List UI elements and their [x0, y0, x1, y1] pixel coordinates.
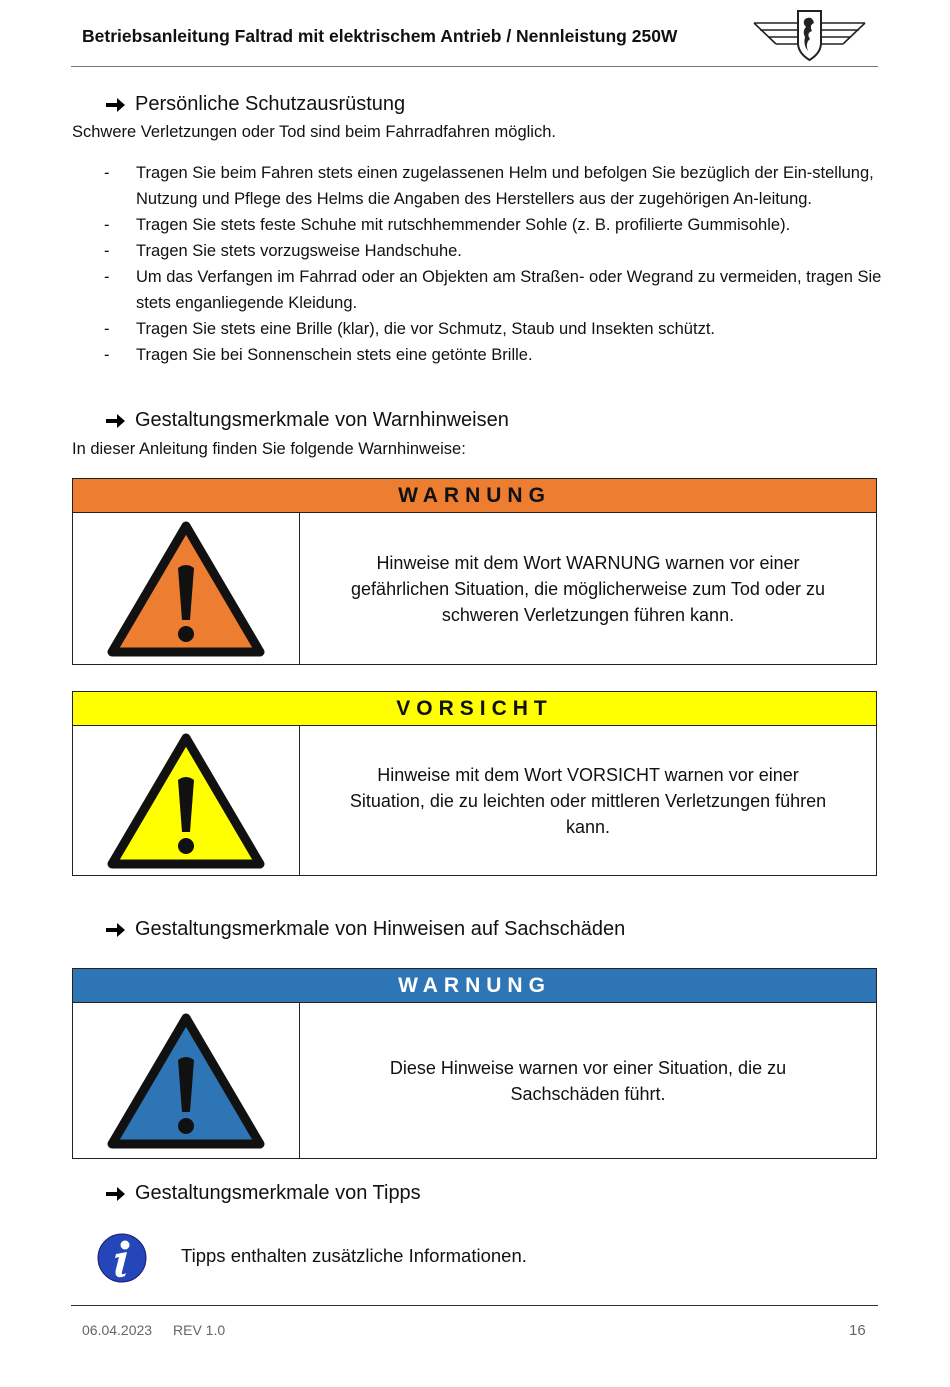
list-dash: -: [104, 164, 110, 182]
list-dash: -: [104, 320, 110, 338]
list-item: - Tragen Sie beim Fahren stets einen zugelassenen Helm und befolgen Sie bezüglich der Ein-stellung, Nutzung und Pflege des Helms die Angaben des Herstellers aus der zugehörigen An-leitung.: [72, 160, 882, 212]
list-item: - Tragen Sie stets vorzugsweise Handschuhe.: [72, 238, 882, 264]
warning-box-text: Hinweise mit dem Wort WARNUNG warnen vor einer gefährlichen Situation, die möglicherweise zum Tod oder zu schweren Verletzungen führen kann.: [351, 553, 825, 625]
list-item: - Tragen Sie stets eine Brille (klar), die vor Schmutz, Staub und Insekten schützt.: [72, 316, 882, 342]
warning-box-danger: [72, 478, 877, 665]
warning-triangle-yellow-icon: [104, 730, 268, 872]
footer-date: 06.04.2023: [82, 1322, 153, 1338]
warning-box-title: VORSICHT: [73, 692, 876, 726]
section-heading-text: Gestaltungsmerkmale von Tipps: [135, 1182, 421, 1204]
info-icon: [96, 1232, 148, 1284]
warning-triangle-blue-icon: [104, 1010, 268, 1152]
list-dash: -: [104, 216, 110, 234]
arrow-right-icon: [106, 413, 126, 429]
section-heading-text: Gestaltungsmerkmale von Hinweisen auf Sachschäden: [135, 918, 626, 940]
section-intro: In dieser Anleitung finden Sie folgende Warnhinweise:: [72, 440, 466, 458]
bullet-list: [72, 160, 882, 368]
section-heading-text: Gestaltungsmerkmale von Warnhinweisen: [135, 409, 509, 431]
list-dash: -: [104, 268, 110, 286]
winged-brand-logo-icon: [752, 5, 867, 63]
warning-box-text: Diese Hinweise warnen vor einer Situation, die zu Sachschäden führt.: [389, 1058, 787, 1104]
section-heading-tips: [106, 1182, 421, 1205]
document-title: Betriebsanleitung Faltrad mit elektrischem Antrieb / Nennleistung 250W: [82, 26, 678, 46]
list-dash: -: [104, 242, 110, 260]
warning-box-caution: [72, 691, 877, 876]
arrow-right-icon: [106, 97, 126, 113]
list-item: - Um das Verfangen im Fahrrad oder an Objekten am Straßen- oder Wegrand zu vermeiden, tragen Sie stets enganliegende Kleidung.: [72, 264, 882, 316]
warning-box-text: Hinweise mit dem Wort VORSICHT warnen vor einer Situation, die zu leichten oder mittleren Verletzungen führen kann.: [349, 765, 827, 837]
tip-text: Tipps enthalten zusätzliche Informationen.: [181, 1245, 527, 1266]
warning-box-title: WARNUNG: [73, 479, 876, 513]
warning-box-property: [72, 968, 877, 1159]
arrow-right-icon: [106, 1186, 126, 1202]
footer-revision: REV 1.0: [173, 1322, 226, 1338]
list-dash: -: [104, 346, 110, 364]
footer-divider: [71, 1305, 878, 1306]
page-number: 16: [849, 1322, 866, 1339]
warning-box-title: WARNUNG: [73, 969, 876, 1003]
header-divider: [71, 66, 878, 67]
section-heading-warning-design: [106, 409, 509, 432]
section-heading-property-damage: [106, 918, 625, 941]
list-item: - Tragen Sie bei Sonnenschein stets eine getönte Brille.: [72, 342, 882, 368]
list-item: - Tragen Sie stets feste Schuhe mit rutschhemmender Sohle (z. B. profilierte Gummisohle).: [72, 212, 882, 238]
warning-triangle-orange-icon: [104, 518, 268, 660]
section-intro: Schwere Verletzungen oder Tod sind beim Fahrradfahren möglich.: [72, 123, 556, 141]
arrow-right-icon: [106, 922, 126, 938]
section-heading-protective-equipment: [106, 93, 405, 116]
section-heading-text: Persönliche Schutzausrüstung: [135, 93, 406, 115]
